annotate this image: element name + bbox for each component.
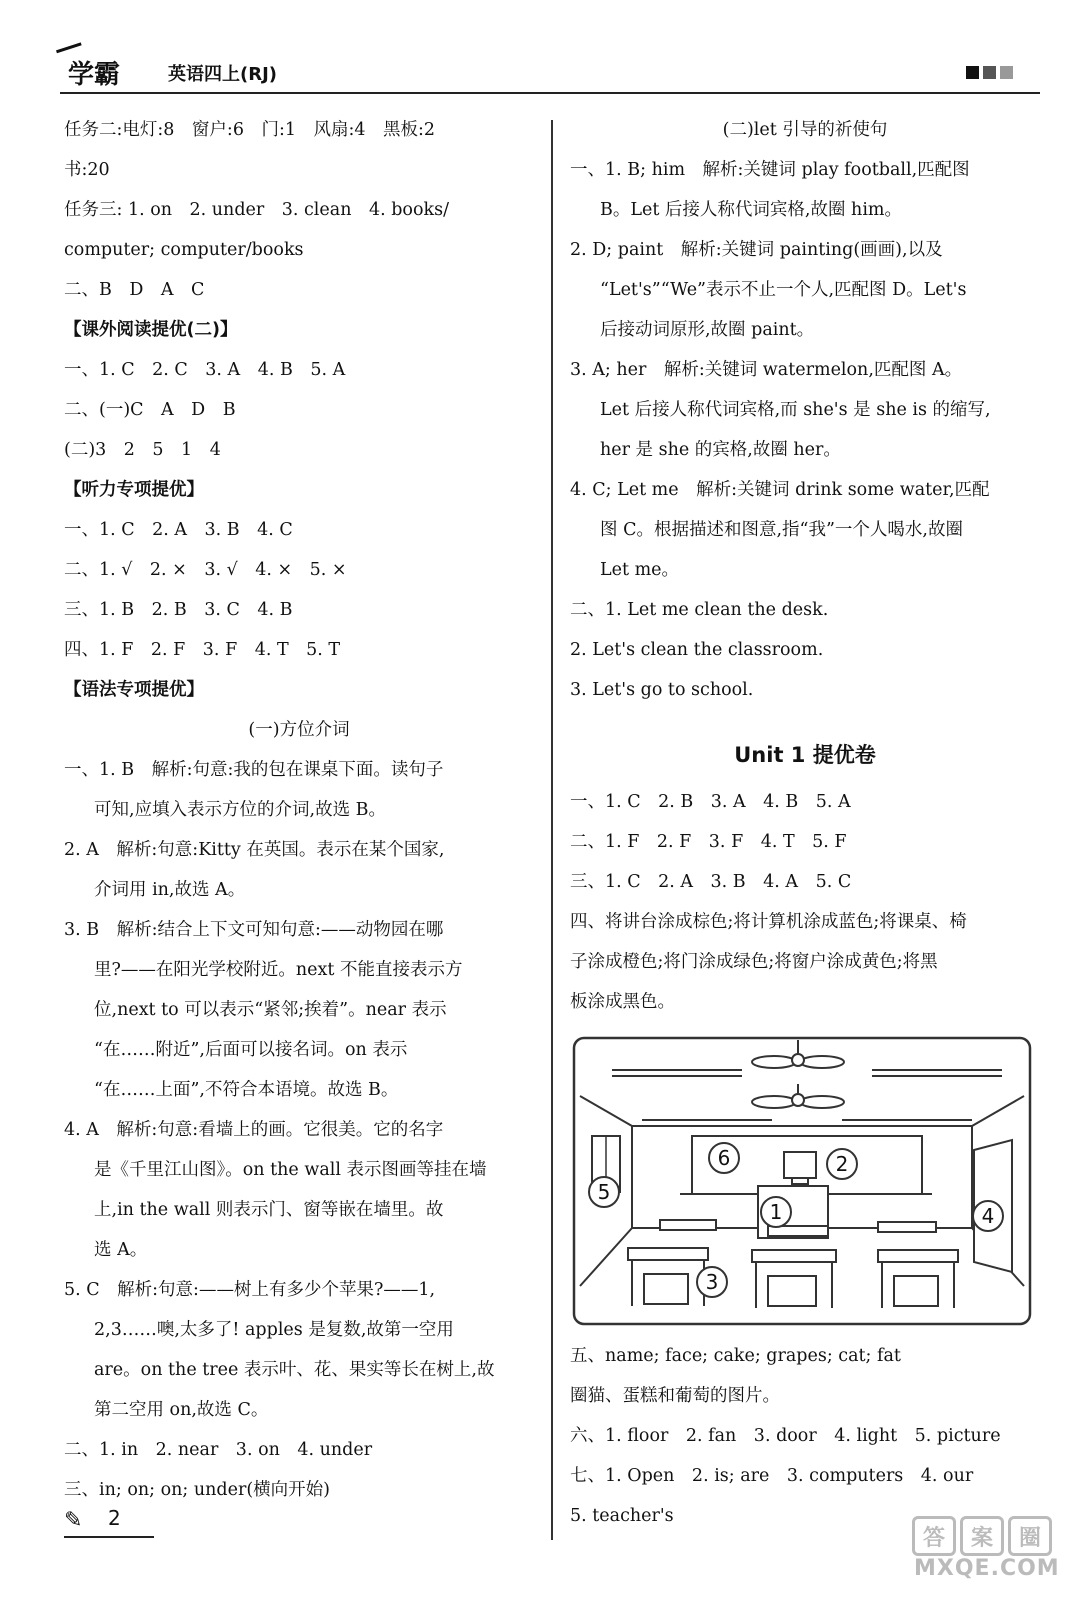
- answer-line: 2,3……噢,太多了! apples 是复数,故第一空用: [94, 1320, 454, 1340]
- answer-line: 子涂成橙色;将门涂成绿色;将窗户涂成黄色;将黑: [570, 952, 938, 972]
- watermark-site: MXQE.COM: [914, 1556, 1060, 1581]
- answer-line: 三、1. B 2. B 3. C 4. B: [64, 600, 293, 620]
- page-header: [60, 48, 1040, 94]
- answer-line: 二、1. in 2. near 3. on 4. under: [64, 1440, 373, 1460]
- watermark: [910, 1516, 1060, 1586]
- answer-line: “Let's”“We”表示不止一个人,匹配图 D。Let's: [600, 280, 967, 300]
- answer-line: 书:20: [64, 160, 110, 180]
- watermark-char: 案: [960, 1516, 1004, 1556]
- answer-line: 二、B D A C: [64, 280, 205, 300]
- brand-logo: 学霸: [68, 60, 121, 90]
- answer-line: 六、1. floor 2. fan 3. door 4. light 5. picture: [570, 1426, 1001, 1446]
- answer-line: 3. A; her 解析:关键词 watermelon,匹配图 A。: [570, 360, 963, 380]
- answer-line: “在……上面”,不符合本语境。故选 B。: [94, 1080, 399, 1100]
- answer-line: 一、1. B; him 解析:关键词 play football,匹配图: [570, 160, 970, 180]
- answer-line: 一、1. C 2. C 3. A 4. B 5. A: [64, 360, 346, 380]
- answer-line: 任务二:电灯:8 窗户:6 门:1 风扇:4 黑板:2: [64, 120, 436, 140]
- classroom-illustration: [572, 1036, 1032, 1326]
- answer-line: 五、name; face; cake; grapes; cat; fat: [570, 1346, 901, 1366]
- answer-line: 任务三: 1. on 2. under 3. clean 4. books/: [64, 200, 449, 220]
- answer-line: 板涂成黑色。: [570, 992, 675, 1012]
- answer-line: are。on the tree 表示叶、花、果实等长在树上,故: [94, 1360, 495, 1380]
- answer-line: her 是 she 的宾格,故圈 her。: [600, 440, 841, 460]
- label-desk: 3: [705, 1270, 719, 1294]
- answer-line: B。Let 后接人称代词宾格,故圈 him。: [600, 200, 903, 220]
- answer-line: 3. Let's go to school.: [570, 680, 754, 700]
- answer-line: 介词用 in,故选 A。: [94, 880, 246, 900]
- answer-line: 是《千里江山图》。on the wall 表示图画等挂在墙: [94, 1160, 487, 1180]
- header-square-icon: [983, 66, 996, 79]
- let-imperative-section: [570, 110, 1040, 710]
- answer-line: 选 A。: [94, 1240, 148, 1260]
- answer-line: 二、(一)C A D B: [64, 400, 236, 420]
- answer-line: 四、将讲台涂成棕色;将计算机涂成蓝色;将课桌、椅: [570, 912, 967, 932]
- watermark-char: 答: [912, 1516, 956, 1556]
- answer-line: 2. A 解析:句意:Kitty 在英国。表示在某个国家,: [64, 840, 445, 860]
- answer-line: 5. C 解析:句意:——树上有多少个苹果?——1,: [64, 1280, 436, 1300]
- answer-line: (二)let 引导的祈使句: [722, 120, 888, 140]
- answer-line: 一、1. C 2. B 3. A 4. B 5. A: [570, 792, 851, 812]
- answer-line: 七、1. Open 2. is; are 3. computers 4. our: [570, 1466, 974, 1486]
- label-window: 5: [597, 1180, 611, 1204]
- answer-line: computer; computer/books: [64, 240, 304, 260]
- answer-line: 上,in the wall 则表示门、窗等嵌在墙里。故: [94, 1200, 444, 1220]
- answer-line: 4. C; Let me 解析:关键词 drink some water,匹配: [570, 480, 990, 500]
- answer-line: 【课外阅读提优(二)】: [64, 320, 238, 340]
- header-square-icon: [1000, 66, 1013, 79]
- answer-line: 三、in; on; on; under(横向开始): [64, 1480, 330, 1500]
- pencil-icon: ✎: [64, 1508, 83, 1533]
- left-column: [64, 110, 534, 1510]
- page-number: 2: [108, 1506, 121, 1530]
- answer-line: 二、1. Let me clean the desk.: [570, 600, 829, 620]
- answer-line: 2. D; paint 解析:关键词 painting(画画),以及: [570, 240, 943, 260]
- answer-line: 二、1. F 2. F 3. F 4. T 5. F: [570, 832, 847, 852]
- label-door: 4: [981, 1204, 995, 1228]
- page-footer: [64, 1500, 154, 1538]
- subject-title: 英语四上(RJ): [168, 64, 278, 85]
- answer-line: “在……附近”,后面可以接名词。on 表示: [94, 1040, 408, 1060]
- answer-line: 3. B 解析:结合上下文可知句意:——动物园在哪: [64, 920, 444, 940]
- watermark-char: 圈: [1008, 1516, 1052, 1556]
- answer-line: (一)方位介词: [248, 720, 350, 740]
- answer-line: 可知,应填入表示方位的介词,故选 B。: [94, 800, 387, 820]
- answer-line: 里?——在阳光学校附近。next 不能直接表示方: [94, 960, 463, 980]
- answer-line: 圈猫、蛋糕和葡萄的图片。: [570, 1386, 780, 1406]
- answer-line: 二、1. √ 2. × 3. √ 4. × 5. ×: [64, 560, 347, 580]
- answer-line: Let me。: [600, 560, 680, 580]
- answer-line: 三、1. C 2. A 3. B 4. A 5. C: [570, 872, 852, 892]
- answer-line: 一、1. C 2. A 3. B 4. C: [64, 520, 293, 540]
- answer-line: 图 C。根据描述和图意,指“我”一个人喝水,故圈: [600, 520, 963, 540]
- answer-line: 第二空用 on,故选 C。: [94, 1400, 269, 1420]
- header-square-icon: [966, 66, 979, 79]
- answer-line: 2. Let's clean the classroom.: [570, 640, 824, 660]
- answer-line: (二)3 2 5 1 4: [64, 440, 221, 460]
- label-podium: 1: [769, 1200, 783, 1224]
- right-column: [570, 110, 1040, 1536]
- answer-line: 位,next to 可以表示“紧邻;挨着”。near 表示: [94, 1000, 447, 1020]
- label-blackboard: 6: [717, 1146, 731, 1170]
- answer-line: Let 后接人称代词宾格,而 she's 是 she is 的缩写,: [600, 400, 991, 420]
- answer-line: 一、1. B 解析:句意:我的包在课桌下面。读句子: [64, 760, 444, 780]
- column-divider: [551, 120, 553, 1540]
- answer-line: 后接动词原形,故圈 paint。: [600, 320, 815, 340]
- vocab-answers: [570, 1336, 1040, 1536]
- unit-title: Unit 1 提优卷: [734, 743, 876, 767]
- answer-line: 【听力专项提优】: [64, 480, 204, 500]
- answer-line: 5. teacher's: [570, 1506, 674, 1526]
- unit-answers: [570, 782, 1040, 1022]
- label-computer: 2: [835, 1152, 849, 1176]
- answer-line: 4. A 解析:句意:看墙上的画。它很美。它的名字: [64, 1120, 444, 1140]
- answer-line: 四、1. F 2. F 3. F 4. T 5. T: [64, 640, 341, 660]
- answer-line: 【语法专项提优】: [64, 680, 204, 700]
